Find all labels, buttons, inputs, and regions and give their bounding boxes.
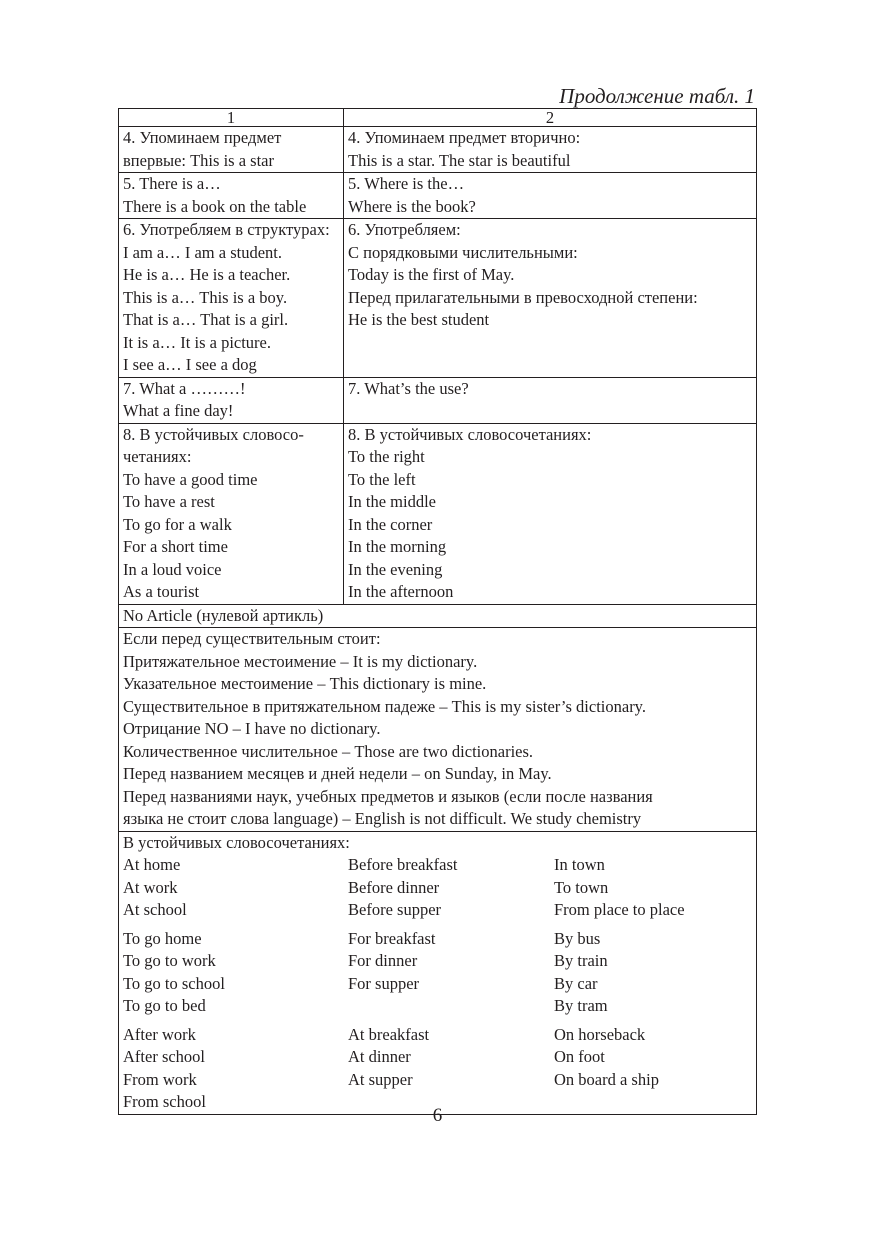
no-article-title: No Article (нулевой артикль) <box>119 604 757 628</box>
phrase: At home <box>123 855 181 874</box>
row-6-right <box>344 219 757 378</box>
cell-line: С порядковыми числительными: <box>348 242 578 262</box>
cell-line: This is a… This is a boy. <box>123 287 288 307</box>
cell-line: In a loud voice <box>123 559 222 579</box>
row-7-right <box>344 377 757 423</box>
row-7-left <box>119 377 344 423</box>
phrase-group <box>123 928 756 1018</box>
cell-line: 5. Where is the… <box>348 174 465 193</box>
phrase: To town <box>554 877 609 897</box>
cell-line: 6. Употребляем в структурах: <box>123 220 330 239</box>
cell-line: 5. There is a… <box>123 174 221 193</box>
phrase: To go home <box>123 928 202 948</box>
phrase: Before supper <box>348 900 442 919</box>
cell-line: I see a… I see a dog <box>123 355 257 374</box>
phrase-group <box>123 854 756 922</box>
articles-table <box>118 108 757 1115</box>
row-5-left <box>119 173 344 219</box>
phrase: On horseback <box>554 1024 646 1044</box>
phrases-title: В устойчивых словосочетаниях: <box>123 832 350 852</box>
cell-line: This is a star. The star is beautiful <box>348 150 571 170</box>
table-row <box>119 219 757 378</box>
phrase: To go to work <box>123 951 216 970</box>
cell-line: In the morning <box>348 537 447 556</box>
phrase: From place to place <box>554 900 685 919</box>
cell-line: Today is the first of May. <box>348 265 515 284</box>
phrase: After school <box>123 1047 206 1066</box>
cell-line: There is a book on the table <box>123 196 307 216</box>
cell-line: For a short time <box>123 537 228 556</box>
cell-line: He is a… He is a teacher. <box>123 265 291 284</box>
phrase: For breakfast <box>348 928 436 948</box>
rule-line: Перед названиями наук, учебных предметов и языков (если после названия <box>123 786 653 806</box>
table-row <box>119 423 757 604</box>
phrase: After work <box>123 1024 196 1044</box>
rule-line: Притяжательное местоимение – It is my dictionary. <box>123 651 478 671</box>
cell-line: In the evening <box>348 559 443 579</box>
cell-line: 8. В устойчивых словосо- <box>123 424 304 444</box>
no-article-row <box>119 628 757 832</box>
phrase: In town <box>554 855 605 874</box>
row-4-right <box>344 127 757 173</box>
cell-line: What a fine day! <box>123 401 234 420</box>
rule-line: Существительное в притяжательном падеже – This is my sister’s dictionary. <box>123 696 646 716</box>
table-row <box>119 127 757 173</box>
cell-line: 7. What a ………! <box>123 378 246 398</box>
rule-line: языка не стоит слова language) – English is not difficult. We study chemistry <box>123 809 642 828</box>
cell-line: I am a… I am a student. <box>123 242 282 262</box>
row-4-left <box>119 127 344 173</box>
cell-line: It is a… It is a picture. <box>123 332 272 352</box>
phrases-grid <box>123 854 756 1114</box>
phrase: From work <box>123 1069 197 1089</box>
cell-line: In the middle <box>348 492 436 511</box>
cell-line: To have a good time <box>123 469 258 489</box>
page-number: 6 <box>432 1105 443 1126</box>
no-article-body <box>119 628 757 832</box>
phrase: By train <box>554 951 608 970</box>
phrase: For supper <box>348 973 420 993</box>
cell-line: In the afternoon <box>348 582 454 601</box>
cell-line: 8. В устойчивых словосочетаниях: <box>348 424 592 444</box>
cell-line: To the left <box>348 469 416 489</box>
phrase: On foot <box>554 1047 605 1066</box>
phrase: Before dinner <box>348 877 440 897</box>
cell-line: четаниях: <box>123 447 192 466</box>
no-article-title-row <box>119 604 757 628</box>
cell-line: To the right <box>348 447 425 466</box>
phrase-group <box>123 1024 756 1114</box>
phrase: By car <box>554 973 598 993</box>
cell-line: He is the best student <box>348 310 490 329</box>
cell-line: To go for a walk <box>123 514 232 534</box>
row-8-left <box>119 423 344 604</box>
phrase: From school <box>123 1092 206 1111</box>
cell-line: 4. Упоминаем предмет вторично: <box>348 128 581 147</box>
rule-line: Количественное числительное – Those are two dictionaries. <box>123 741 534 761</box>
cell-line: Перед прилагательными в превосходной степени: <box>348 287 698 307</box>
phrase: On board a ship <box>554 1069 659 1089</box>
phrase: By tram <box>554 996 608 1015</box>
cell-line: 4. Упоминаем предмет <box>123 128 282 147</box>
phrase: At work <box>123 877 178 897</box>
rule-line: Отрицание NO – I have no dictionary. <box>123 719 381 738</box>
cell-line: Where is the book? <box>348 196 476 216</box>
cell-line: To have a rest <box>123 492 215 511</box>
column-header-1: 1 <box>119 109 344 127</box>
row-5-right <box>344 173 757 219</box>
phrase: For dinner <box>348 951 418 970</box>
rule-line: Если перед существительным стоит: <box>123 629 381 648</box>
rule-line: Указательное местоимение – This dictionary is mine. <box>123 674 487 693</box>
cell-line: That is a… That is a girl. <box>123 310 289 329</box>
column-header-2: 2 <box>344 109 757 127</box>
phrase: At supper <box>348 1069 413 1089</box>
phrases-body <box>119 831 757 1114</box>
cell-line: As a tourist <box>123 582 200 601</box>
table-header-row <box>119 109 757 127</box>
phrase: By bus <box>554 928 601 948</box>
table-caption: Продолжение табл. 1 <box>559 84 755 108</box>
phrase: At breakfast <box>348 1024 430 1044</box>
cell-line: 6. Употребляем: <box>348 220 461 239</box>
phrase: To go to school <box>123 973 225 993</box>
row-6-left <box>119 219 344 378</box>
row-8-right <box>344 423 757 604</box>
rule-line: Перед названием месяцев и дней недели – on Sunday, in May. <box>123 764 552 783</box>
phrase: At dinner <box>348 1047 411 1066</box>
cell-line: In the corner <box>348 514 433 534</box>
cell-line: впервые: This is a star <box>123 150 274 170</box>
phrase: At school <box>123 900 187 919</box>
table-row <box>119 377 757 423</box>
table-row <box>119 173 757 219</box>
phrase: To go to bed <box>123 996 206 1015</box>
phrases-row <box>119 831 757 1114</box>
phrase: Before breakfast <box>348 855 458 874</box>
cell-line: 7. What’s the use? <box>348 378 469 398</box>
